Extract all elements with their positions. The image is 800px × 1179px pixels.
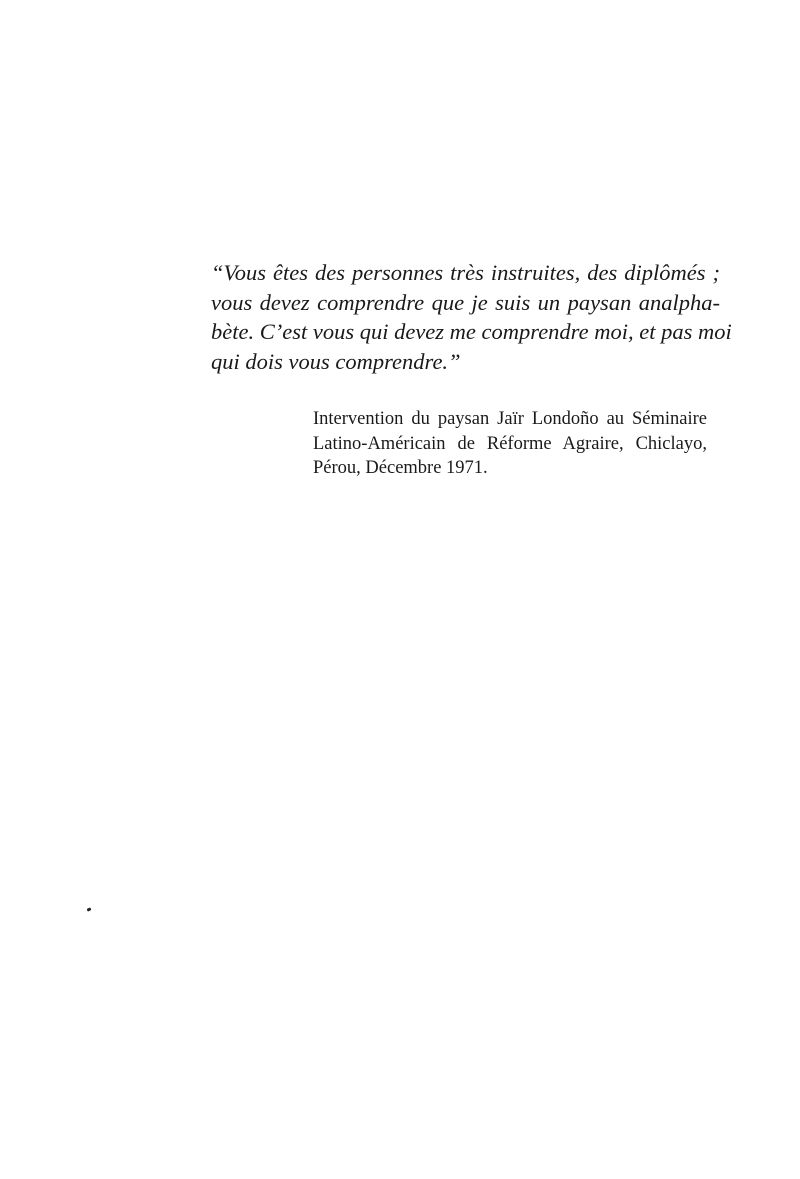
quote-line: vous devez comprendre que je suis un paysan analpha- <box>211 289 720 315</box>
quote-line: “Vous êtes des personnes très instruites, des diplômés ; <box>211 260 720 285</box>
quote-line: bète. C’est vous qui devez me comprendre moi, et pas moi <box>211 319 732 344</box>
quote-line: qui dois vous comprendre.” <box>211 348 461 374</box>
attribution-line: Pérou, Décembre 1971. <box>313 458 488 478</box>
epigraph-attribution <box>313 407 707 481</box>
epigraph-quote <box>211 258 732 376</box>
epigraph <box>211 258 732 376</box>
attribution-line: Intervention du paysan Jaïr Londoño au Séminaire <box>313 409 707 429</box>
attribution-line: Latino-Américain de Réforme Agraire, Chiclayo, <box>313 433 707 454</box>
ink-speck <box>87 907 92 911</box>
